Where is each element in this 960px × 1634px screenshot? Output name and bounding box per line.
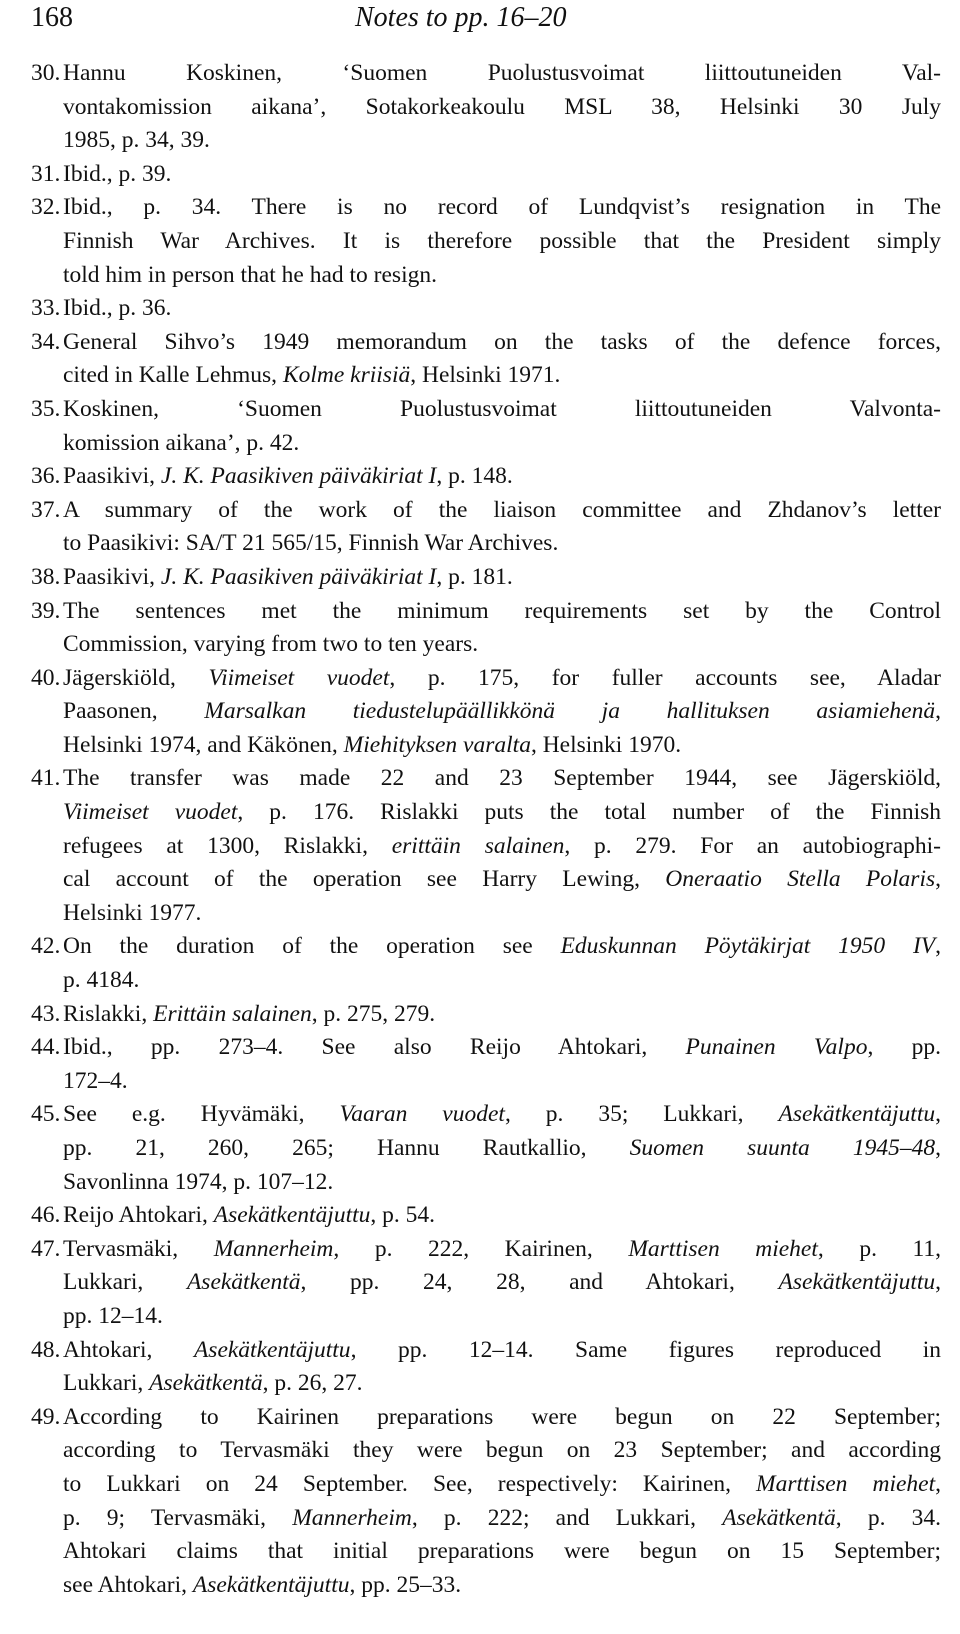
endnote-line: [63, 427, 941, 461]
text-segment: The sentences met the minimum requirements set by the Control: [63, 597, 941, 624]
endnote-line: [63, 57, 941, 91]
text-segment: ,: [935, 1269, 942, 1296]
endnote-line: [63, 91, 941, 125]
endnote-line: [63, 326, 941, 360]
endnote-34: [31, 326, 941, 393]
endnote-line: [63, 1535, 941, 1569]
text-segment: , p. 279. For an autobiographi-: [564, 832, 942, 859]
text-segment: to Lukkari on 24 September. See, respectively: Kairinen,: [63, 1470, 757, 1497]
italic-title: Marttisen miehet: [756, 1470, 936, 1497]
endnote-31: [31, 158, 941, 192]
endnote-number: 49.: [31, 1403, 61, 1430]
text-segment: , p. 222, Kairinen,: [333, 1235, 629, 1262]
text-segment: , pp. 12–14. Same figures reproduced in: [350, 1336, 941, 1363]
italic-title: Asekätkentäjuttu: [778, 1101, 936, 1128]
italic-title: Suomen suunta 1945–48: [629, 1135, 936, 1161]
endnote-number: 43.: [31, 1000, 61, 1027]
text-segment: refugees at 1300, Rislakki,: [63, 832, 392, 859]
endnote-number: 47.: [31, 1235, 61, 1262]
text-segment: Helsinki 1977.: [63, 899, 202, 926]
endnote-line: [63, 762, 941, 796]
text-segment: Jägerskiöld,: [63, 664, 209, 691]
endnote-line: [63, 1502, 941, 1536]
italic-title: erittäin salainen: [391, 832, 565, 859]
italic-title: Mannerheim: [213, 1235, 334, 1262]
italic-title: Marttisen miehet: [628, 1235, 818, 1262]
endnote-number: 31.: [31, 160, 61, 187]
italic-title: Asekätkentä: [186, 1269, 301, 1296]
text-segment: , p. 222; and Lukkari,: [411, 1504, 723, 1531]
text-segment: , p. 26, 27.: [262, 1370, 363, 1397]
text-segment: , Helsinki 1971.: [410, 362, 561, 389]
endnote-number: 30.: [31, 60, 61, 86]
text-segment: Hannu Koskinen, ‘Suomen Puolustusvoimat liittoutuneiden Val-: [63, 60, 941, 86]
endnote-line: [63, 494, 941, 528]
text-segment: Lukkari,: [63, 1269, 187, 1296]
endnote-line: [63, 1401, 941, 1435]
endnote-40: [31, 662, 941, 763]
endnote-line: [63, 1300, 941, 1334]
text-segment: Lukkari,: [63, 1370, 150, 1397]
endnote-49: [31, 1401, 941, 1603]
text-segment: see Ahtokari,: [63, 1571, 193, 1598]
text-segment: , p. 148.: [436, 463, 513, 490]
text-segment: Paasikivi,: [63, 463, 161, 490]
page-number: 168: [31, 2, 73, 33]
text-segment: Ahtokari,: [63, 1336, 194, 1363]
italic-title: Punainen Valpo: [685, 1034, 868, 1061]
endnote-line: [63, 561, 941, 595]
endnote-number: 35.: [31, 395, 61, 422]
endnote-line: [63, 830, 941, 864]
endnote-line: [63, 158, 941, 192]
endnote-33: [31, 292, 941, 326]
endnote-line: [63, 1233, 941, 1267]
endnote-line: [63, 1098, 941, 1132]
endnote-number: 38.: [31, 563, 61, 590]
endnote-line: [63, 292, 941, 326]
text-segment: cal account of the operation see Harry Lewing,: [63, 866, 666, 893]
text-segment: pp. 12–14.: [63, 1302, 163, 1329]
endnote-line: [63, 393, 941, 427]
text-segment: Helsinki 1974, and Käkönen,: [63, 731, 344, 758]
italic-title: Oneraatio Stella Polaris: [665, 866, 936, 893]
endnote-line: [63, 225, 941, 259]
text-segment: Rislakki,: [63, 1000, 154, 1027]
text-segment: On the duration of the operation see: [63, 933, 561, 960]
italic-title: Kolme kriisiä: [282, 362, 411, 389]
italic-title: Miehityksen varalta: [343, 731, 531, 758]
text-segment: Savonlinna 1974, p. 107–12.: [63, 1168, 334, 1195]
endnote-number: 42.: [31, 933, 61, 960]
endnote-number: 37.: [31, 496, 61, 523]
text-segment: 1985, p. 34, 39.: [63, 127, 210, 154]
endnote-39: [31, 595, 941, 662]
text-segment: komission aikana’, p. 42.: [63, 429, 300, 456]
endnote-line: [63, 1334, 941, 1368]
endnote-number: 41.: [31, 765, 61, 792]
italic-title: Viimeiset vuodet: [208, 664, 390, 691]
italic-title: J. K. Paasikiven päiväkiriat I: [160, 563, 437, 590]
text-segment: Ibid., pp. 273–4. See also Reijo Ahtokari,: [63, 1034, 686, 1061]
text-segment: , pp. 24, 28, and Ahtokari,: [300, 1269, 779, 1296]
endnote-line: [63, 595, 941, 629]
text-segment: See e.g. Hyvämäki,: [63, 1101, 340, 1128]
endnote-number: 33.: [31, 295, 61, 322]
italic-title: Asekätkentäjuttu: [778, 1269, 936, 1296]
endnote-line: [63, 1569, 941, 1603]
text-segment: Reijo Ahtokari,: [63, 1202, 214, 1229]
endnote-line: [63, 1468, 941, 1502]
endnote-number: 48.: [31, 1336, 61, 1363]
endnote-line: [63, 259, 941, 293]
running-header: [31, 2, 941, 46]
endnote-line: [63, 1199, 941, 1233]
endnote-45: [31, 1098, 941, 1199]
italic-title: Erittäin salainen: [153, 1000, 312, 1027]
endnote-line: [63, 930, 941, 964]
endnote-line: [63, 1132, 941, 1166]
text-segment: , p. 35; Lukkari,: [504, 1101, 779, 1128]
italic-title: Viimeiset vuodet: [63, 799, 238, 826]
endnote-number: 39.: [31, 597, 61, 624]
text-segment: p. 9; Tervasmäki,: [63, 1504, 293, 1531]
text-segment: Paasikivi,: [63, 563, 161, 590]
text-segment: Ibid., p. 39.: [63, 160, 172, 187]
endnote-line: [63, 662, 941, 696]
text-segment: ,: [935, 933, 942, 960]
endnote-line: [63, 964, 941, 998]
endnote-line: [63, 1166, 941, 1200]
endnote-line: [63, 628, 941, 662]
endnote-30: [31, 57, 941, 158]
endnote-43: [31, 998, 941, 1032]
endnotes-list: [31, 57, 941, 1602]
endnote-line: [63, 863, 941, 897]
endnote-line: [63, 191, 941, 225]
text-segment: , p. 34.: [835, 1504, 941, 1531]
endnote-38: [31, 561, 941, 595]
text-segment: ,: [935, 698, 941, 725]
endnote-line: [63, 796, 941, 830]
text-segment: , pp.: [867, 1034, 942, 1061]
endnote-42: [31, 930, 941, 997]
endnote-line: [63, 695, 941, 729]
endnote-44: [31, 1031, 941, 1098]
endnote-number: 32.: [31, 194, 61, 221]
text-segment: ,: [935, 1470, 941, 1497]
endnote-number: 36.: [31, 463, 61, 490]
endnote-line: [63, 1367, 941, 1401]
italic-title: Vaaran vuodet: [339, 1101, 505, 1128]
endnote-line: [63, 1266, 941, 1300]
endnote-number: 34.: [31, 328, 61, 355]
italic-title: Asekätkentäjuttu: [192, 1571, 350, 1598]
italic-title: Eduskunnan Pöytäkirjat 1950 IV: [560, 933, 936, 960]
italic-title: Marsalkan tiedustelupäällikkönä ja hallituksen asiamiehenä: [204, 698, 936, 725]
text-segment: ,: [935, 866, 942, 893]
endnote-line: [63, 527, 941, 561]
text-segment: , p. 275, 279.: [311, 1000, 436, 1027]
endnote-line: [63, 897, 941, 931]
endnote-46: [31, 1199, 941, 1233]
text-segment: , p. 181.: [436, 563, 513, 590]
text-segment: , Helsinki 1970.: [530, 731, 682, 758]
text-segment: A summary of the work of the liaison committee and Zhdanov’s letter: [63, 496, 941, 523]
text-segment: Paasonen,: [63, 698, 205, 725]
text-segment: , p. 175, for fuller accounts see, Aladar: [389, 664, 942, 691]
endnote-line: [63, 124, 941, 158]
endnote-line: [63, 460, 941, 494]
text-segment: ,: [935, 1135, 941, 1161]
text-segment: told him in person that he had to resign.: [63, 261, 437, 288]
text-segment: Finnish War Archives. It is therefore possible that the President simply: [63, 227, 941, 254]
text-segment: According to Kairinen preparations were begun on 22 September;: [63, 1403, 941, 1430]
endnote-line: [63, 1434, 941, 1468]
text-segment: , pp. 25–33.: [349, 1571, 462, 1598]
italic-title: Asekätkentäjuttu: [213, 1202, 371, 1229]
endnote-line: [63, 729, 941, 763]
text-segment: , p. 11,: [817, 1235, 941, 1262]
endnote-line: [63, 998, 941, 1032]
text-segment: ,: [935, 1101, 941, 1128]
italic-title: Asekätkentäjuttu: [193, 1336, 351, 1363]
endnote-line: [63, 1065, 941, 1099]
endnote-line: [63, 1031, 941, 1065]
text-segment: cited in Kalle Lehmus,: [63, 362, 283, 389]
endnote-number: 46.: [31, 1202, 61, 1229]
endnote-line: [63, 359, 941, 393]
text-segment: pp. 21, 260, 265; Hannu Rautkallio,: [63, 1135, 630, 1161]
text-segment: Tervasmäki,: [63, 1235, 214, 1262]
endnote-32: [31, 191, 941, 292]
text-segment: according to Tervasmäki they were begun on 23 September; and according: [63, 1437, 941, 1464]
text-segment: Commission, varying from two to ten years.: [63, 631, 479, 658]
text-segment: Ibid., p. 34. There is no record of Lundqvist’s resignation in The: [63, 194, 941, 221]
text-segment: p. 4184.: [63, 967, 140, 994]
text-segment: Ibid., p. 36.: [63, 295, 172, 322]
endnote-48: [31, 1334, 941, 1401]
text-segment: 172–4.: [63, 1067, 128, 1094]
text-segment: The transfer was made 22 and 23 September 1944, see Jägerskiöld,: [63, 765, 941, 792]
endnote-number: 45.: [31, 1101, 61, 1128]
italic-title: Mannerheim: [292, 1504, 412, 1531]
text-segment: , p. 54.: [370, 1202, 436, 1229]
text-segment: Ahtokari claims that initial preparations were begun on 15 September;: [63, 1538, 941, 1565]
text-segment: General Sihvo’s 1949 memorandum on the tasks of the defence forces,: [63, 328, 941, 355]
endnote-37: [31, 494, 941, 561]
italic-title: Asekätkentä: [149, 1370, 263, 1397]
italic-title: J. K. Paasikiven päiväkiriat I: [160, 463, 437, 490]
text-segment: Koskinen, ‘Suomen Puolustusvoimat liittoutuneiden Valvonta-: [63, 395, 941, 422]
endnote-number: 44.: [31, 1034, 61, 1061]
text-segment: to Paasikivi: SA/T 21 565/15, Finnish War Archives.: [63, 530, 559, 557]
running-title: Notes to pp. 16–20: [355, 2, 567, 33]
italic-title: Asekätkentä: [722, 1504, 836, 1531]
endnote-35: [31, 393, 941, 460]
text-segment: vontakomission aikana’, Sotakorkeakoulu MSL 38, Helsinki 30 July: [63, 93, 941, 120]
text-segment: , p. 176. Rislakki puts the total number of the Finnish: [237, 799, 941, 826]
endnote-number: 40.: [31, 664, 61, 691]
endnote-41: [31, 762, 941, 930]
endnote-36: [31, 460, 941, 494]
endnote-47: [31, 1233, 941, 1334]
